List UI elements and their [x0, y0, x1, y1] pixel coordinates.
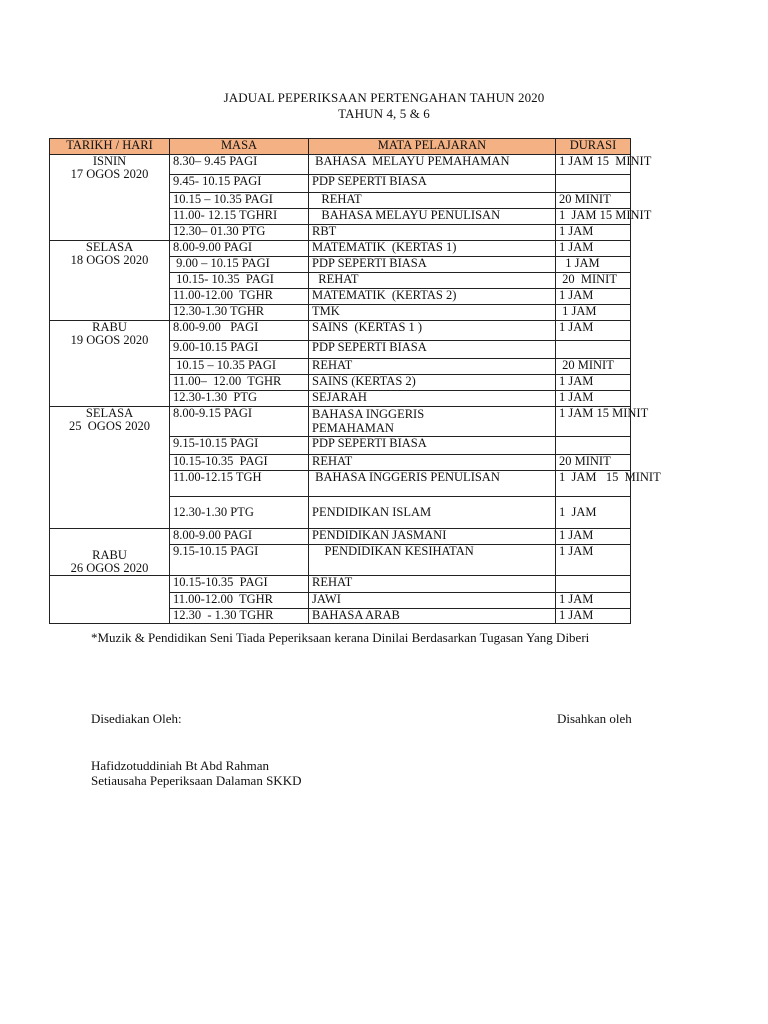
duration-cell: 20 MINIT — [556, 193, 631, 209]
time-cell: 12.30-1.30 TGHR — [170, 305, 309, 321]
time-cell: 12.30-1.30 PTG — [170, 391, 309, 407]
subject-cell: BAHASA MELAYU PEMAHAMAN — [309, 155, 556, 175]
subject-cell: REHAT — [309, 273, 556, 289]
day-date: 17 OGOS 2020 — [70, 167, 149, 181]
subject-cell: PDP SEPERTI BIASA — [309, 341, 556, 359]
duration-cell: 1 JAM — [556, 497, 631, 529]
time-cell: 8.00-9.15 PAGI — [170, 407, 309, 437]
time-cell: 11.00-12.15 TGH — [170, 471, 309, 497]
duration-cell: 1 JAM — [556, 321, 631, 341]
day-cell — [50, 529, 170, 576]
col-header-subject: MATA PELAJARAN — [309, 139, 556, 155]
duration-cell: 1 JAM — [556, 529, 631, 545]
duration-cell: 20 MINIT — [556, 273, 631, 289]
subject-cell: MATEMATIK (KERTAS 2) — [309, 289, 556, 305]
day-cell — [50, 241, 170, 321]
subject-cell: RBT — [309, 225, 556, 241]
col-header-duration: DURASI — [556, 139, 631, 155]
time-cell: 10.15-10.35 PAGI — [170, 576, 309, 593]
subject-cell: PENDIDIKAN KESIHATAN — [309, 545, 556, 576]
time-cell: 10.15 – 10.35 PAGI — [170, 359, 309, 375]
duration-cell: 1 JAM — [556, 609, 631, 624]
duration-cell: 20 MINIT — [556, 455, 631, 471]
signatory-name: Hafidzotuddiniah Bt Abd Rahman — [91, 758, 270, 773]
approved-by-label: Disahkan oleh — [557, 711, 632, 726]
duration-cell: 20 MINIT — [556, 359, 631, 375]
duration-cell — [556, 576, 631, 593]
col-header-date: TARIKH / HARI — [50, 139, 170, 155]
time-cell: 9.15-10.15 PAGI — [170, 545, 309, 576]
signatory-position: Setiausaha Peperiksaan Dalaman SKKD — [91, 773, 302, 788]
duration-cell: 1 JAM 15 MINIT — [556, 407, 631, 437]
time-cell: 12.30-1.30 PTG — [170, 497, 309, 529]
subject-cell: REHAT — [309, 455, 556, 471]
time-cell: 9.45- 10.15 PAGI — [170, 175, 309, 193]
duration-cell: 1 JAM — [556, 391, 631, 407]
day-cell — [50, 321, 170, 407]
duration-cell: 1 JAM — [556, 375, 631, 391]
duration-cell — [556, 175, 631, 193]
duration-cell: 1 JAM — [556, 289, 631, 305]
duration-cell: 1 JAM — [556, 225, 631, 241]
subject-cell: BAHASA INGGERIS PEMAHAMAN — [309, 407, 556, 437]
subject-cell: PDP SEPERTI BIASA — [309, 437, 556, 455]
subject-cell: PENDIDIKAN JASMANI — [309, 529, 556, 545]
empty-day-cell — [50, 576, 170, 624]
table-header-row — [50, 139, 631, 155]
day-name: RABU — [92, 548, 127, 562]
col-header-time: MASA — [170, 139, 309, 155]
duration-cell: 1 JAM 15 MINIT — [556, 471, 631, 497]
duration-cell: 1 JAM — [556, 545, 631, 576]
time-cell: 11.00-12.00 TGHR — [170, 289, 309, 305]
subject-cell: BAHASA ARAB — [309, 609, 556, 624]
subject-cell: SEJARAH — [309, 391, 556, 407]
subject-cell: PENDIDIKAN ISLAM — [309, 497, 556, 529]
time-cell: 10.15-10.35 PAGI — [170, 455, 309, 471]
subject-cell: PDP SEPERTI BIASA — [309, 175, 556, 193]
time-cell: 11.00– 12.00 TGHR — [170, 375, 309, 391]
time-cell: 12.30– 01.30 PTG — [170, 225, 309, 241]
document-title: JADUAL PEPERIKSAAN PERTENGAHAN TAHUN 2020 — [223, 90, 545, 105]
time-cell: 11.00- 12.15 TGHRI — [170, 209, 309, 225]
duration-cell: 1 JAM — [556, 593, 631, 609]
subject-cell: BAHASA INGGERIS PENULISAN — [309, 471, 556, 497]
day-name: SELASA — [85, 406, 134, 420]
day-date: 25 OGOS 2020 — [69, 419, 150, 433]
table-row — [50, 407, 631, 437]
day-date: 26 OGOS 2020 — [70, 561, 149, 575]
subject-cell: REHAT — [309, 576, 556, 593]
duration-cell — [556, 341, 631, 359]
time-cell: 10.15- 10.35 PAGI — [170, 273, 309, 289]
table-row — [50, 321, 631, 341]
day-date: 18 OGOS 2020 — [70, 253, 149, 267]
day-name: ISNIN — [92, 154, 127, 168]
subject-cell: JAWI — [309, 593, 556, 609]
subject-cell: SAINS (KERTAS 2) — [309, 375, 556, 391]
subject-cell: BAHASA MELAYU PENULISAN — [309, 209, 556, 225]
duration-cell: 1 JAM — [556, 257, 631, 273]
day-cell — [50, 407, 170, 529]
subject-cell: REHAT — [309, 193, 556, 209]
duration-cell: 1 JAM 15 MINIT — [556, 209, 631, 225]
table-row — [50, 241, 631, 257]
time-cell: 8.30– 9.45 PAGI — [170, 155, 309, 175]
footnote: *Muzik & Pendidikan Seni Tiada Peperiksaan kerana Dinilai Berdasarkan Tugasan Yang Diberi — [91, 630, 590, 645]
subject-cell: MATEMATIK (KERTAS 1) — [309, 241, 556, 257]
time-cell: 8.00-9.00 PAGI — [170, 241, 309, 257]
prepared-by-label: Disediakan Oleh: — [91, 711, 182, 726]
day-name: RABU — [92, 320, 127, 334]
time-cell: 8.00-9.00 PAGI — [170, 321, 309, 341]
subject-cell: SAINS (KERTAS 1 ) — [309, 321, 556, 341]
time-cell: 9.00 – 10.15 PAGI — [170, 257, 309, 273]
duration-cell: 1 JAM — [556, 305, 631, 321]
time-cell: 9.15-10.15 PAGI — [170, 437, 309, 455]
time-cell: 11.00-12.00 TGHR — [170, 593, 309, 609]
document-subtitle: TAHUN 4, 5 & 6 — [338, 106, 430, 121]
subject-cell: PDP SEPERTI BIASA — [309, 257, 556, 273]
table-row — [50, 155, 631, 175]
time-cell: 12.30 - 1.30 TGHR — [170, 609, 309, 624]
day-cell — [50, 155, 170, 241]
subject-cell: TMK — [309, 305, 556, 321]
day-date: 19 OGOS 2020 — [70, 333, 149, 347]
table-row — [50, 576, 631, 593]
duration-cell: 1 JAM 15 MINIT — [556, 155, 631, 175]
day-name: SELASA — [85, 240, 134, 254]
duration-cell: 1 JAM — [556, 241, 631, 257]
duration-cell — [556, 437, 631, 455]
subject-cell: REHAT — [309, 359, 556, 375]
table-row — [50, 529, 631, 545]
time-cell: 10.15 – 10.35 PAGI — [170, 193, 309, 209]
exam-schedule-table — [49, 138, 661, 624]
time-cell: 9.00-10.15 PAGI — [170, 341, 309, 359]
time-cell: 8.00-9.00 PAGI — [170, 529, 309, 545]
